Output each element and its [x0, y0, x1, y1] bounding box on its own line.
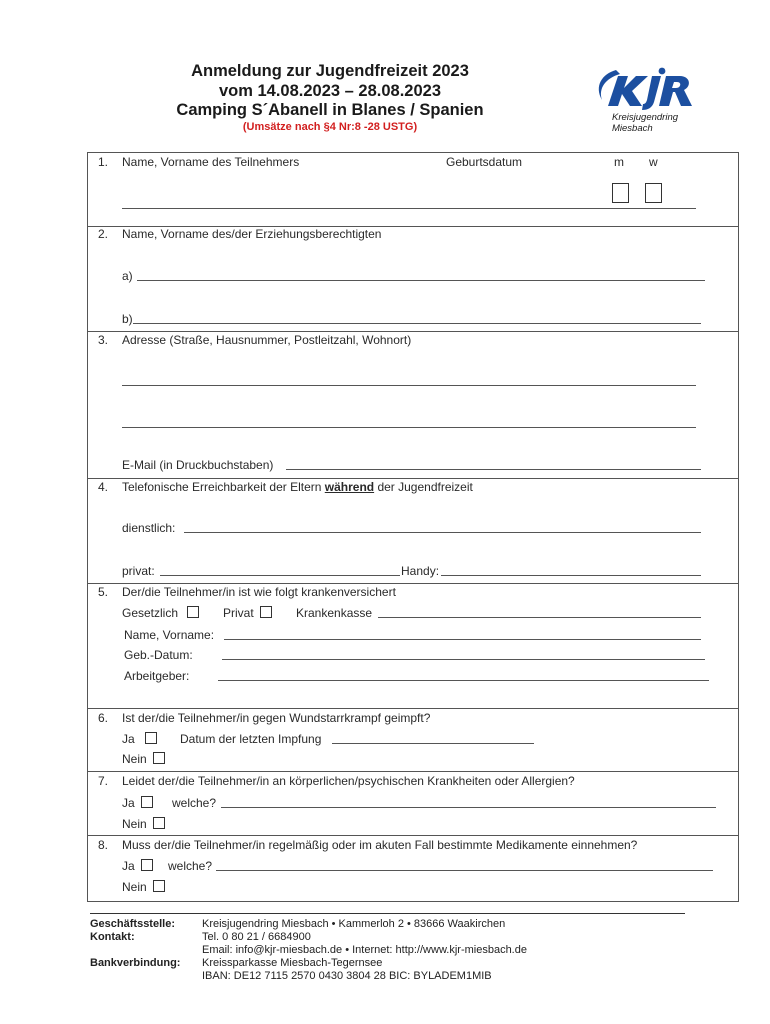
medication-yes-checkbox[interactable] — [141, 859, 153, 871]
contact-web: Email: info@kjr-miesbach.de • Internet: http://www.kjr-miesbach.de — [202, 944, 527, 956]
tetanus-no-label: Nein — [122, 752, 147, 766]
office-label: Geschäftsstelle: — [90, 918, 175, 930]
logo-caption-line-1: Kreisjugendring — [612, 112, 679, 123]
form-frame — [87, 152, 739, 902]
illness-no-label: Nein — [122, 817, 147, 831]
logo-caption — [612, 112, 678, 134]
address-line-1-field[interactable] — [122, 385, 696, 386]
mobile-field[interactable] — [441, 575, 701, 576]
insurer-field[interactable] — [378, 617, 701, 618]
guardian-b-label: b) — [122, 312, 133, 326]
illness-label: Leidet der/die Teilnehmer/in an körperlichen/psychischen Krankheiten oder Allergien? — [122, 774, 575, 788]
section-number: 1. — [98, 155, 109, 169]
office-value: Kreisjugendring Miesbach • Kammerloh 2 • 83666 Waakirchen — [202, 918, 506, 930]
logo-caption-line-2: Miesbach — [612, 123, 653, 134]
birthdate-label: Geburtsdatum — [446, 155, 523, 169]
gender-w-label: w — [649, 155, 658, 169]
guardian-a-field[interactable] — [137, 280, 705, 281]
section-number: 8. — [98, 838, 109, 852]
employer-field[interactable] — [218, 680, 709, 681]
bank-name: Kreissparkasse Miesbach-Tegernsee — [202, 957, 383, 969]
contact-label: Kontakt: — [90, 931, 135, 943]
tetanus-yes-label: Ja — [122, 732, 135, 746]
illness-which-label: welche? — [172, 796, 217, 810]
medication-yes-label: Ja — [122, 859, 135, 873]
form-subtitle: (Umsätze nach §4 Nr:8 -28 USTG) — [242, 121, 418, 133]
illness-yes-checkbox[interactable] — [141, 796, 153, 808]
private-insurance-label: Privat — [223, 606, 254, 620]
participant-name-label: Name, Vorname des Teilnehmers — [122, 155, 300, 169]
section-divider — [87, 771, 739, 772]
guardian-label: Name, Vorname des/der Erziehungsberechtigten — [122, 227, 382, 241]
medication-no-checkbox[interactable] — [153, 880, 165, 892]
section-number: 4. — [98, 480, 109, 494]
contact-phone: Tel. 0 80 21 / 6684900 — [202, 931, 311, 943]
section-number: 6. — [98, 711, 109, 725]
section-divider — [87, 583, 739, 584]
insured-name-field[interactable] — [224, 639, 701, 640]
insured-name-label: Name, Vorname: — [124, 628, 215, 642]
section-number: 5. — [98, 585, 109, 599]
guardian-b-field[interactable] — [133, 323, 701, 324]
gender-w-checkbox[interactable] — [645, 183, 662, 203]
form-title-line-1: Anmeldung zur Jugendfreizeit 2023 — [191, 62, 469, 80]
participant-name-field[interactable] — [122, 208, 696, 209]
private-phone-label: privat: — [122, 564, 155, 578]
phone-label — [122, 480, 473, 494]
work-phone-label: dienstlich: — [122, 521, 176, 535]
section-number: 3. — [98, 333, 109, 347]
tetanus-label: Ist der/die Teilnehmer/in gegen Wundstarrkrampf geimpft? — [122, 711, 431, 725]
mobile-label: Handy: — [401, 564, 440, 578]
phone-label-pre: Telefonische Erreichbarkeit der Eltern — [122, 480, 325, 494]
insured-dob-field[interactable] — [222, 659, 705, 660]
vaccination-date-field[interactable] — [332, 743, 534, 744]
insurer-label: Krankenkasse — [296, 606, 373, 620]
section-divider — [87, 835, 739, 836]
section-number: 2. — [98, 227, 109, 241]
guardian-a-label: a) — [122, 269, 133, 283]
statutory-label: Gesetzlich — [122, 606, 179, 620]
email-label: E-Mail (in Druckbuchstaben) — [122, 458, 274, 472]
phone-label-post: der Jugendfreizeit — [374, 480, 473, 494]
private-phone-field[interactable] — [160, 575, 400, 576]
statutory-checkbox[interactable] — [187, 606, 199, 618]
medication-label: Muss der/die Teilnehmer/in regelmäßig oder im akuten Fall bestimmte Medikamente einnehmen? — [122, 838, 638, 852]
medication-no-label: Nein — [122, 880, 147, 894]
illness-no-checkbox[interactable] — [153, 817, 165, 829]
form-title-line-2: vom 14.08.2023 – 28.08.2023 — [218, 82, 442, 100]
footer-rule — [90, 913, 685, 914]
illness-yes-label: Ja — [122, 796, 135, 810]
gender-m-label: m — [614, 155, 624, 169]
form-title-line-3: Camping S´Abanell in Blanes / Spanien — [176, 101, 484, 119]
section-divider — [87, 331, 739, 332]
section-number: 7. — [98, 774, 109, 788]
address-label: Adresse (Straße, Hausnummer, Postleitzahl, Wohnort) — [122, 333, 412, 347]
tetanus-no-checkbox[interactable] — [153, 752, 165, 764]
employer-label: Arbeitgeber: — [124, 669, 190, 683]
insurance-label: Der/die Teilnehmer/in ist wie folgt krankenversichert — [122, 585, 396, 599]
illness-which-field[interactable] — [221, 807, 716, 808]
phone-label-emphasis: während — [324, 480, 375, 494]
gender-m-checkbox[interactable] — [612, 183, 629, 203]
private-insurance-checkbox[interactable] — [260, 606, 272, 618]
address-line-2-field[interactable] — [122, 427, 696, 428]
vaccination-date-label: Datum der letzten Impfung — [180, 732, 322, 746]
medication-which-field[interactable] — [216, 870, 713, 871]
section-divider — [87, 478, 739, 479]
medication-which-label: welche? — [168, 859, 213, 873]
bank-label: Bankverbindung: — [90, 957, 181, 969]
email-field[interactable] — [286, 469, 701, 470]
work-phone-field[interactable] — [184, 532, 701, 533]
bank-iban: IBAN: DE12 7115 2570 0430 3804 28 BIC: BYLADEM1MIB — [202, 970, 492, 982]
insured-dob-label: Geb.-Datum: — [124, 648, 193, 662]
tetanus-yes-checkbox[interactable] — [145, 732, 157, 744]
section-divider — [87, 708, 739, 709]
